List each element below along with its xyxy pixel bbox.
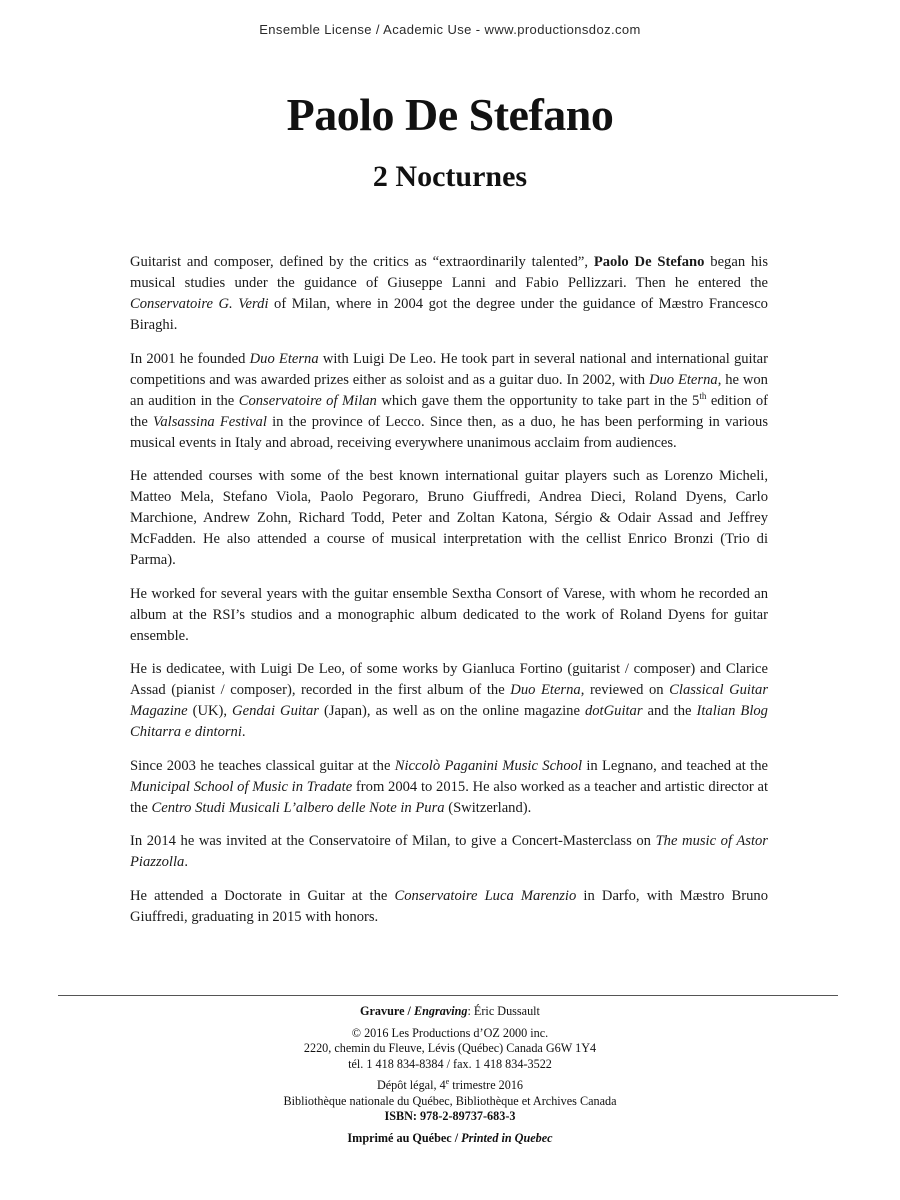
library-line: Bibliothèque nationale du Québec, Bibliothèque et Archives Canada xyxy=(283,1093,617,1108)
work-title: 2 Nocturnes xyxy=(372,160,528,193)
printed-in: Imprimé au Québec / Printed in Quebec xyxy=(347,1130,553,1145)
footer-divider xyxy=(58,995,838,996)
bio-paragraph-4: He worked for several years with the guitar ensemble Sextha Consort of Varese, with whom he recorded an album at the RSI’s studios and a monographic album dedicated to the work of Roland Dyens for guitar ensemble. xyxy=(130,585,768,644)
bio-paragraph-1: Guitarist and composer, defined by the critics as “extraordinarily talented”, Paolo De Stefano began his musical studies under the guidance of Giuseppe Lanni and Fabio Pellizzari. Then he entered the Conservatoire G. Verdi of Milan, where in 2004 got the degree under the guidance of Mæstro Francesco Biraghi. xyxy=(130,254,768,333)
copyright-line: © 2016 Les Productions d’OZ 2000 inc. xyxy=(351,1025,549,1040)
bio-paragraph-3: He attended courses with some of the best known international guitar players such as Lorenzo Micheli, Matteo Mela, Stefano Viola, Paolo Pegoraro, Bruno Giuffredi, Andrea Dieci, Roland Dyens, Carlo Marchione, Andrew Zohn, Richard Todd, Peter and Zoltan Katona, Sérgio & Odair Assad and Jeffrey McFadden. He also attended a course of musical interpretation with the cellist Enrico Bronzi (Trio di Parma). xyxy=(130,468,768,568)
publisher-phone: tél. 1 418 834-8384 / fax. 1 418 834-3522 xyxy=(348,1056,552,1071)
colophon xyxy=(0,1004,900,1146)
license-header: Ensemble License / Academic Use - www.productionsdoz.com xyxy=(259,22,641,37)
biography xyxy=(130,252,768,940)
bio-paragraph-5: He is dedicatee, with Luigi De Leo, of some works by Gianluca Fortino (guitarist / composer) and Clarice Assad (pianist / composer), recorded in the first album of the Duo Eterna, reviewed on Classical Guitar Magazine (UK), Gendai Guitar (Japan), as well as on the online magazine dotGuitar and the Italian Blog Chitarra e dintorni. xyxy=(130,661,768,740)
legal-deposit: Dépôt légal, 4e trimestre 2016 xyxy=(376,1076,524,1092)
composer-name: Paolo De Stefano xyxy=(286,89,614,140)
bio-paragraph-2: In 2001 he founded Duo Eterna with Luigi De Leo. He took part in several national and international guitar competitions and was awarded prizes either as soloist and as a guitar duo. In 2002, with Duo Eterna, he won an audition in the Conservatoire of Milan which gave them the opportunity to take part in the 5th edition of the Valsassina Festival in the province of Lecco. Since then, as a duo, he has been performing in various musical events in Italy and abroad, receiving everywhere unanimous acclaim from audiences. xyxy=(130,350,769,451)
bio-paragraph-8: He attended a Doctorate in Guitar at the Conservatoire Luca Marenzio in Darfo, with Mæstro Bruno Giuffredi, graduating in 2015 with honors. xyxy=(130,887,768,925)
bio-paragraph-7: In 2014 he was invited at the Conservatoire of Milan, to give a Concert-Masterclass on The music of Astor Piazzolla. xyxy=(130,833,768,870)
publisher-address: 2220, chemin du Fleuve, Lévis (Québec) Canada G6W 1Y4 xyxy=(303,1041,597,1055)
isbn: ISBN: 978-2-89737-683-3 xyxy=(384,1109,516,1123)
engraving-credit: Gravure / Engraving: Éric Dussault xyxy=(360,1004,540,1018)
bio-paragraph-6: Since 2003 he teaches classical guitar at the Niccolò Paganini Music School in Legnano, and teached at the Municipal School of Music in Tradate from 2004 to 2015. He also worked as a teacher and artistic director at the Centro Studi Musicali L’albero delle Note in Pura (Switzerland). xyxy=(130,757,769,816)
